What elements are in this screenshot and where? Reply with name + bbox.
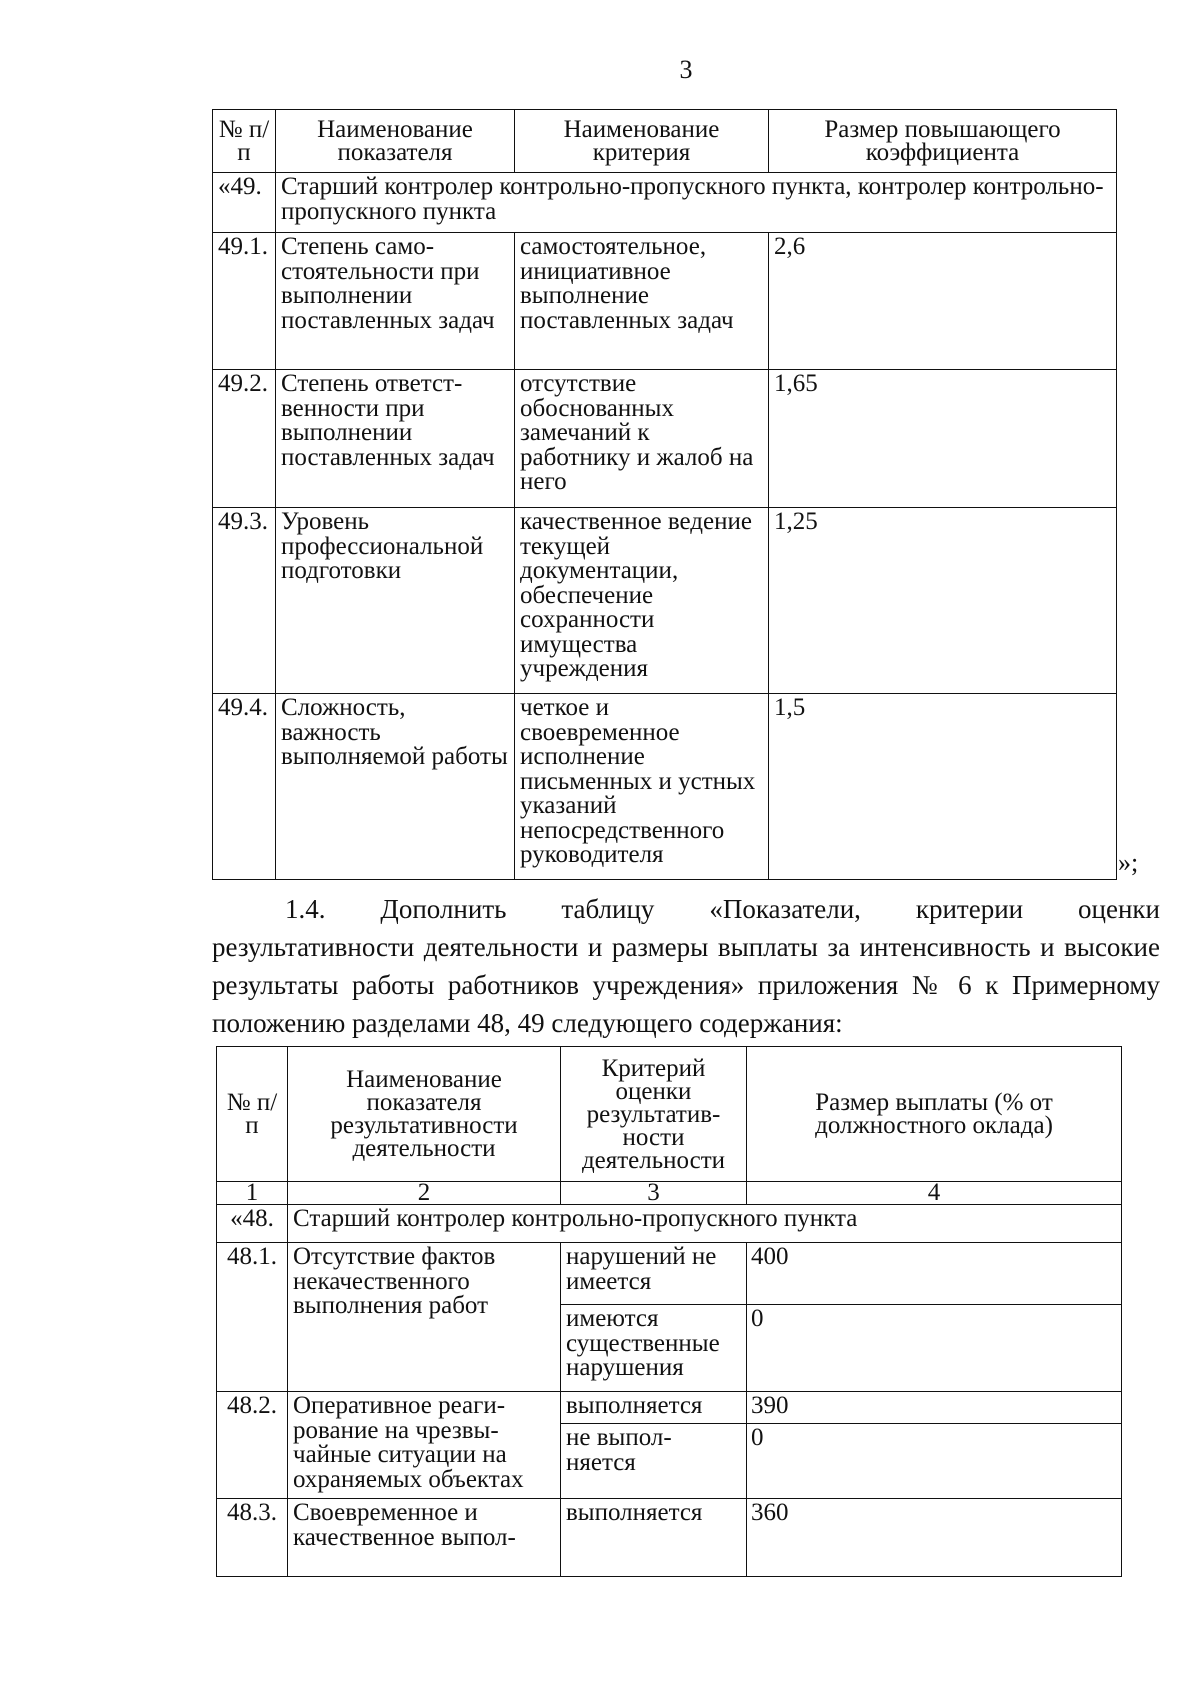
- table-row: [213, 233, 1117, 370]
- section-number: «48.: [217, 1205, 288, 1243]
- row-number: 49.3.: [213, 508, 276, 694]
- row-number: 48.3.: [217, 1499, 288, 1577]
- payment-cell: 0: [747, 1305, 1122, 1392]
- indicator-cell: Оперативное реаги-рование на чрезвы-чайные ситуации на охраняемых объектах: [288, 1392, 561, 1499]
- section-number: «49.: [213, 173, 276, 233]
- header-cell: Наименование критерия: [515, 110, 769, 173]
- criterion-cell: выполняется: [561, 1392, 747, 1424]
- page-number: 3: [679, 55, 693, 84]
- section-title: Старший контролер контрольно-пропускного пункта: [288, 1205, 1122, 1243]
- row-number: 48.1.: [217, 1243, 288, 1392]
- coefficient-cell: 1,65: [769, 370, 1117, 508]
- criterion-cell: отсутствие обоснованных замечаний к работнику и жалоб на него: [515, 370, 769, 508]
- paragraph-first-line: 1.4. Дополнить таблицу «Показатели, критерии оценки: [285, 894, 1160, 924]
- table-row: [217, 1499, 1122, 1577]
- criterion-cell: выполняется: [561, 1499, 747, 1577]
- header-cell: Размер выплаты (% от должностного оклада): [747, 1047, 1122, 1182]
- indicator-cell: Уровень профессиональной подготовки: [276, 508, 515, 694]
- coefficient-cell: 1,25: [769, 508, 1117, 694]
- header-cell: Наименование показателя: [276, 110, 515, 173]
- column-number-row: [217, 1182, 1122, 1205]
- criterion-cell: самостоятельное, инициативное выполнение поставленных задач: [515, 233, 769, 370]
- table-header-row: [213, 110, 1117, 173]
- criterion-cell: не выпол-няется: [561, 1424, 747, 1499]
- paragraph-text: результативности деятельности и размеры выплаты за интенсивность и высокие результаты работы работников учреждения» приложения № 6 к Примерному положению разделами 48, 49 следующего содержания:: [212, 932, 1160, 1038]
- row-number: 48.2.: [217, 1392, 288, 1499]
- section-title: Старший контролер контрольно-пропускного пункта, контролер контрольно-пропускного пункта: [276, 173, 1117, 233]
- table-row: [213, 370, 1117, 508]
- payment-cell: 0: [747, 1424, 1122, 1499]
- column-number: 4: [747, 1182, 1122, 1205]
- table-row: [217, 1392, 1122, 1424]
- coefficient-table: [212, 109, 1117, 880]
- indicator-cell: Сложность, важность выполняемой работы: [276, 694, 515, 880]
- table-row: [213, 694, 1117, 880]
- closing-quote: »;: [1118, 848, 1139, 877]
- row-number: 49.1.: [213, 233, 276, 370]
- row-number: 49.4.: [213, 694, 276, 880]
- column-number: 1: [217, 1182, 288, 1205]
- coefficient-cell: 2,6: [769, 233, 1117, 370]
- header-cell: Размер повышающего коэффициента: [769, 110, 1117, 173]
- table-row: [217, 1243, 1122, 1305]
- row-number: 49.2.: [213, 370, 276, 508]
- table-header-row: [217, 1047, 1122, 1182]
- payment-cell: 390: [747, 1392, 1122, 1424]
- payment-cell: 400: [747, 1243, 1122, 1305]
- criterion-cell: нарушений не имеется: [561, 1243, 747, 1305]
- header-cell: Критерий оценки результатив-ности деятельности: [561, 1047, 747, 1182]
- indicator-cell: Своевременное и качественное выпол-: [288, 1499, 561, 1577]
- coefficient-cell: 1,5: [769, 694, 1117, 880]
- indicator-cell: Отсутствие фактов некачественного выполнения работ: [288, 1243, 561, 1392]
- body-paragraph: [212, 890, 1160, 1042]
- header-cell: № п/п: [213, 110, 276, 173]
- header-cell: № п/п: [217, 1047, 288, 1182]
- criterion-cell: имеются существенные нарушения: [561, 1305, 747, 1392]
- indicator-cell: Степень само-стоятельности при выполнении поставленных задач: [276, 233, 515, 370]
- column-number: 3: [561, 1182, 747, 1205]
- header-cell: Наименование показателя результативности деятельности: [288, 1047, 561, 1182]
- criterion-cell: четкое и своевременное исполнение письменных и устных указаний непосредственного руководителя: [515, 694, 769, 880]
- indicator-cell: Степень ответст-венности при выполнении поставленных задач: [276, 370, 515, 508]
- section-row: [213, 173, 1117, 233]
- payment-cell: 360: [747, 1499, 1122, 1577]
- table-row: [213, 508, 1117, 694]
- section-row: [217, 1205, 1122, 1243]
- criterion-cell: качественное ведение текущей документации, обеспечение сохранности имущества учреждения: [515, 508, 769, 694]
- payment-table: [216, 1046, 1122, 1577]
- column-number: 2: [288, 1182, 561, 1205]
